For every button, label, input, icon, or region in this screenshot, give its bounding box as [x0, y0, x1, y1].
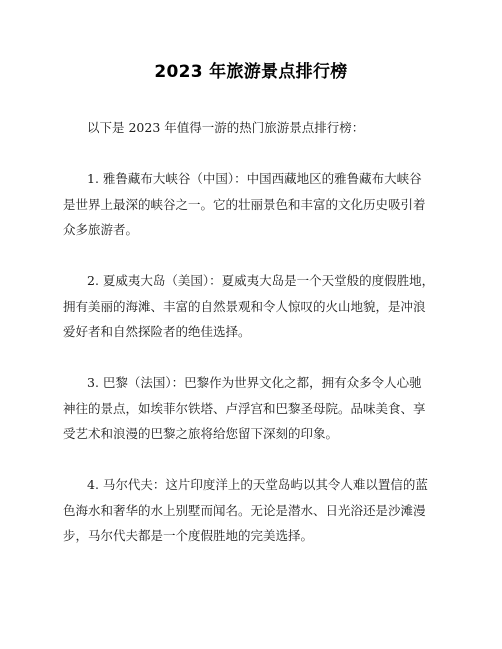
item-line: 众多旅游者。: [63, 222, 139, 237]
list-item: [63, 268, 455, 345]
item-line: 3. 巴黎（法国）：巴黎作为世界文化之都，拥有众多令人心驰: [87, 375, 422, 390]
list-item: [63, 472, 455, 549]
item-line: 2. 夏威夷大岛（美国）：夏威夷大岛是一个天堂般的度假胜地，: [87, 273, 435, 288]
document-title: 2023 年旅游景点排行榜: [154, 62, 348, 82]
item-line: 拥有美丽的海滩、丰富的自然景观和令人惊叹的火山地貌，是冲浪: [63, 298, 426, 314]
item-line: 1. 雅鲁藏布大峡谷（中国）：中国西藏地区的雅鲁藏布大峡谷: [87, 171, 422, 186]
item-line: 是世界上最深的峡谷之一。它的壮丽景色和丰富的文化历史吸引着: [63, 196, 426, 212]
item-line: 步，马尔代夫都是一个度假胜地的完美选择。: [63, 528, 314, 543]
list-item: [63, 370, 455, 447]
intro-paragraph: 以下是 2023 年值得一游的热门旅游景点排行榜：: [87, 120, 365, 135]
item-line: 色海水和奢华的水上别墅而闻名。无论是潜水、日光浴还是沙滩漫: [63, 502, 426, 518]
item-line: 受艺术和浪漫的巴黎之旅将给您留下深刻的印象。: [63, 426, 339, 441]
item-line: 神往的景点，如埃菲尔铁塔、卢浮宫和巴黎圣母院。品味美食、享: [63, 400, 426, 416]
item-line: 4. 马尔代夫：这片印度洋上的天堂岛屿以其令人难以置信的蓝: [87, 477, 428, 492]
item-line: 爱好者和自然探险者的绝佳选择。: [63, 324, 251, 339]
list-item: [63, 166, 455, 243]
